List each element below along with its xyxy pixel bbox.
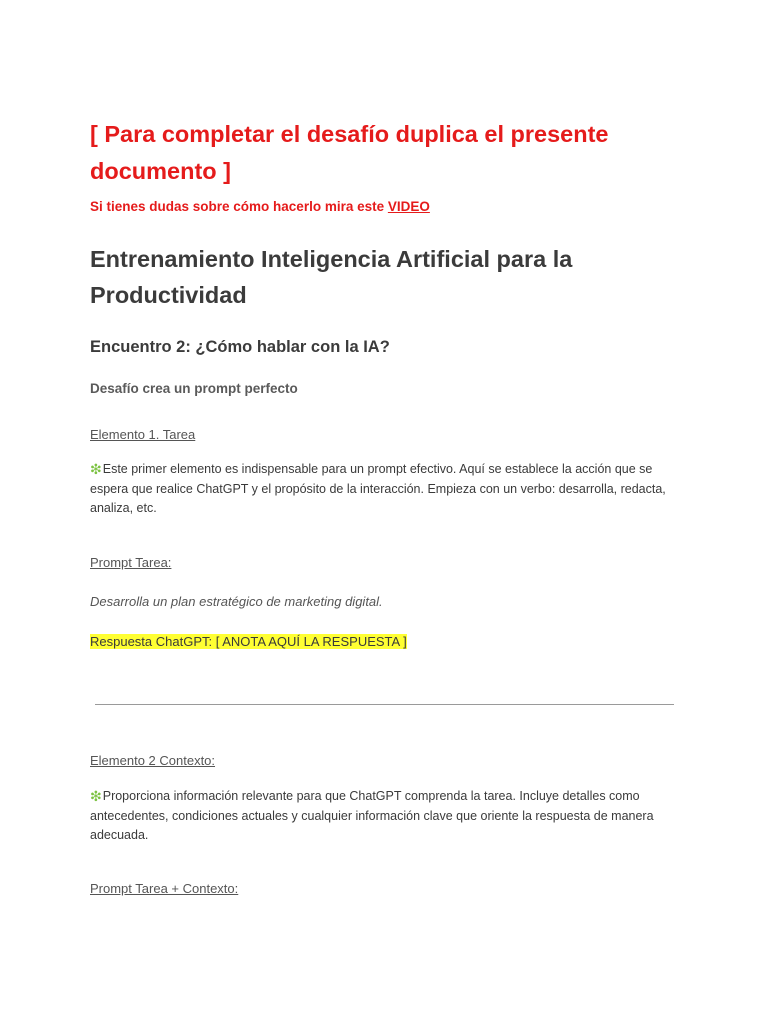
meeting-heading: Encuentro 2: ¿Cómo hablar con la IA? bbox=[90, 338, 390, 356]
video-help-text: Si tienes dudas sobre cómo hacerlo mira este bbox=[90, 199, 388, 214]
prompt-task-context-label: Prompt Tarea + Contexto: bbox=[90, 881, 239, 896]
video-help-line bbox=[90, 198, 430, 216]
chatgpt-answer-placeholder[interactable] bbox=[90, 633, 407, 651]
element-1-description bbox=[90, 460, 682, 519]
chatgpt-answer-text[interactable]: Respuesta ChatGPT: [ ANOTA AQUÍ LA RESPUESTA ] bbox=[90, 634, 407, 649]
page-title: Entrenamiento Inteligencia Artificial para la Productividad bbox=[90, 246, 573, 308]
element-1-description-text: Este primer elemento es indispensable para un prompt efectivo. Aquí se establece la acción que se espera que realice ChatGPT y el propósito de la interacción. Empieza con un verbo: desarrolla, redacta, analiza, etc. bbox=[90, 462, 666, 515]
section-divider bbox=[95, 704, 674, 705]
element-2-label: Elemento 2 Contexto: bbox=[90, 753, 216, 768]
element-2-description-text: Proporciona información relevante para que ChatGPT comprenda la tarea. Incluye detalles como antecedentes, condiciones actuales y cualquier información clave que oriente la respuesta de manera adecuada. bbox=[90, 789, 654, 842]
element-2-description bbox=[90, 787, 682, 846]
sparkle-icon: ❇ bbox=[90, 461, 102, 477]
sparkle-icon: ❇ bbox=[90, 788, 102, 804]
video-link[interactable]: VIDEO bbox=[387, 199, 430, 214]
prompt-task-label: Prompt Tarea: bbox=[90, 555, 172, 570]
challenge-heading: Desafío crea un prompt perfecto bbox=[90, 381, 298, 396]
prompt-task-example: Desarrolla un plan estratégico de marketing digital. bbox=[90, 594, 383, 609]
duplicate-instruction-title: [ Para completar el desafío duplica el presente documento ] bbox=[90, 121, 609, 184]
element-1-label: Elemento 1. Tarea bbox=[90, 427, 196, 442]
